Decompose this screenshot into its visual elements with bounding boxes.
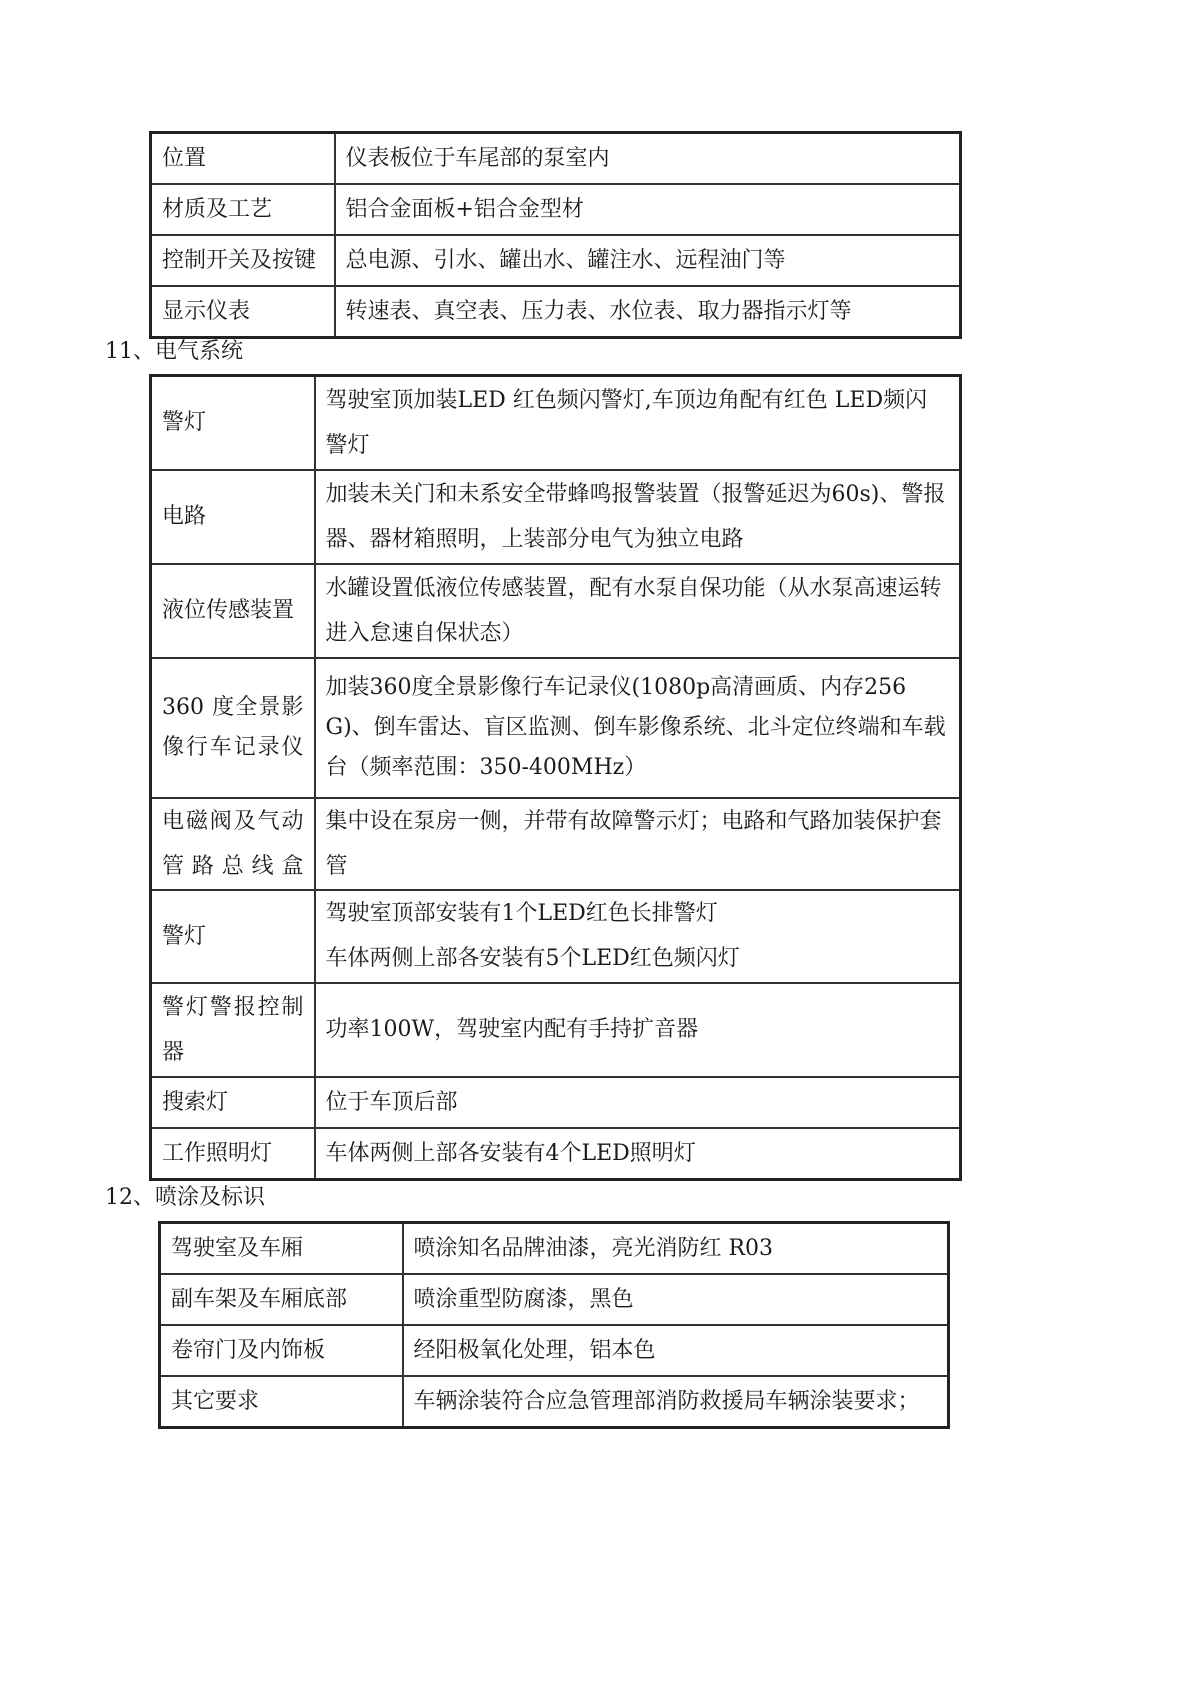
table-row [151, 798, 961, 890]
table-row [151, 235, 961, 286]
table-row [151, 564, 961, 658]
row-value: 转速表、真空表、压力表、水位表、取力器指示灯等 [335, 286, 961, 338]
row-label: 电路 [151, 470, 315, 564]
row-label: 显示仪表 [151, 286, 335, 338]
table-row [160, 1274, 949, 1325]
painting-marking-table [158, 1221, 950, 1429]
row-label: 材质及工艺 [151, 184, 335, 235]
section-heading-painting: 12、喷涂及标识 [105, 1185, 265, 1210]
row-label: 搜索灯 [151, 1077, 315, 1128]
row-label: 360 度全景影像行车记录仪 [151, 658, 315, 798]
value-line: 车体两侧上部各安装有5个LED红色频闪灯 [325, 946, 740, 971]
table-row [160, 1325, 949, 1376]
row-label: 副车架及车厢底部 [160, 1274, 403, 1325]
table-row [151, 983, 961, 1077]
row-value: 喷涂知名品牌油漆，亮光消防红 R03 [403, 1223, 949, 1275]
value-line: 驾驶室顶部安装有1个LED红色长排警灯 [325, 901, 718, 926]
row-label: 警灯 [151, 376, 315, 470]
row-value: 经阳极氧化处理，铝本色 [403, 1325, 949, 1376]
table-row [151, 133, 961, 185]
row-label: 其它要求 [160, 1376, 403, 1428]
section-heading-electrical: 11、电气系统 [105, 339, 243, 364]
table-row [151, 1077, 961, 1128]
table-row [151, 470, 961, 564]
row-value: 总电源、引水、罐出水、罐注水、远程油门等 [335, 235, 961, 286]
instrument-panel-table [149, 131, 962, 339]
table-row [160, 1376, 949, 1428]
row-value: 驾驶室顶加装LED 红色频闪警灯,车顶边角配有红色 LED频闪警灯 [315, 376, 961, 470]
row-value: 仪表板位于车尾部的泵室内 [335, 133, 961, 185]
row-label: 警灯 [151, 890, 315, 983]
row-label: 位置 [151, 133, 335, 185]
row-value: 车体两侧上部各安装有4个LED照明灯 [315, 1128, 961, 1180]
row-label: 驾驶室及车厢 [160, 1223, 403, 1275]
table-row [151, 184, 961, 235]
table-row [160, 1223, 949, 1275]
row-value: 位于车顶后部 [315, 1077, 961, 1128]
row-value: 功率100W，驾驶室内配有手持扩音器 [315, 983, 961, 1077]
row-label: 液位传感装置 [151, 564, 315, 658]
table-row [151, 658, 961, 798]
electrical-system-table [149, 374, 962, 1181]
row-label: 卷帘门及内饰板 [160, 1325, 403, 1376]
table-row [151, 286, 961, 338]
row-value: 车辆涂装符合应急管理部消防救援局车辆涂装要求； [403, 1376, 949, 1428]
row-label: 工作照明灯 [151, 1128, 315, 1180]
row-value: 加装未关门和未系安全带蜂鸣报警装置（报警延迟为60s)、警报器、器材箱照明，上装部分电气为独立电路 [315, 470, 961, 564]
row-value: 铝合金面板+铝合金型材 [335, 184, 961, 235]
table-row [151, 376, 961, 470]
table-row [151, 1128, 961, 1180]
row-label: 电磁阀及气动管路总线盒 [151, 798, 315, 890]
table-row [151, 890, 961, 983]
row-value: 加装360度全景影像行车记录仪(1080p高清画质、内存256G)、倒车雷达、盲区监测、倒车影像系统、北斗定位终端和车载台（频率范围：350-400MHz） [315, 658, 961, 798]
row-value: 喷涂重型防腐漆，黑色 [403, 1274, 949, 1325]
row-label: 控制开关及按键 [151, 235, 335, 286]
row-value: 水罐设置低液位传感装置，配有水泵自保功能（从水泵高速运转进入怠速自保状态） [315, 564, 961, 658]
row-value: 集中设在泵房一侧，并带有故障警示灯；电路和气路加装保护套管 [315, 798, 961, 890]
row-label: 警灯警报控制器 [151, 983, 315, 1077]
row-value [315, 890, 961, 983]
